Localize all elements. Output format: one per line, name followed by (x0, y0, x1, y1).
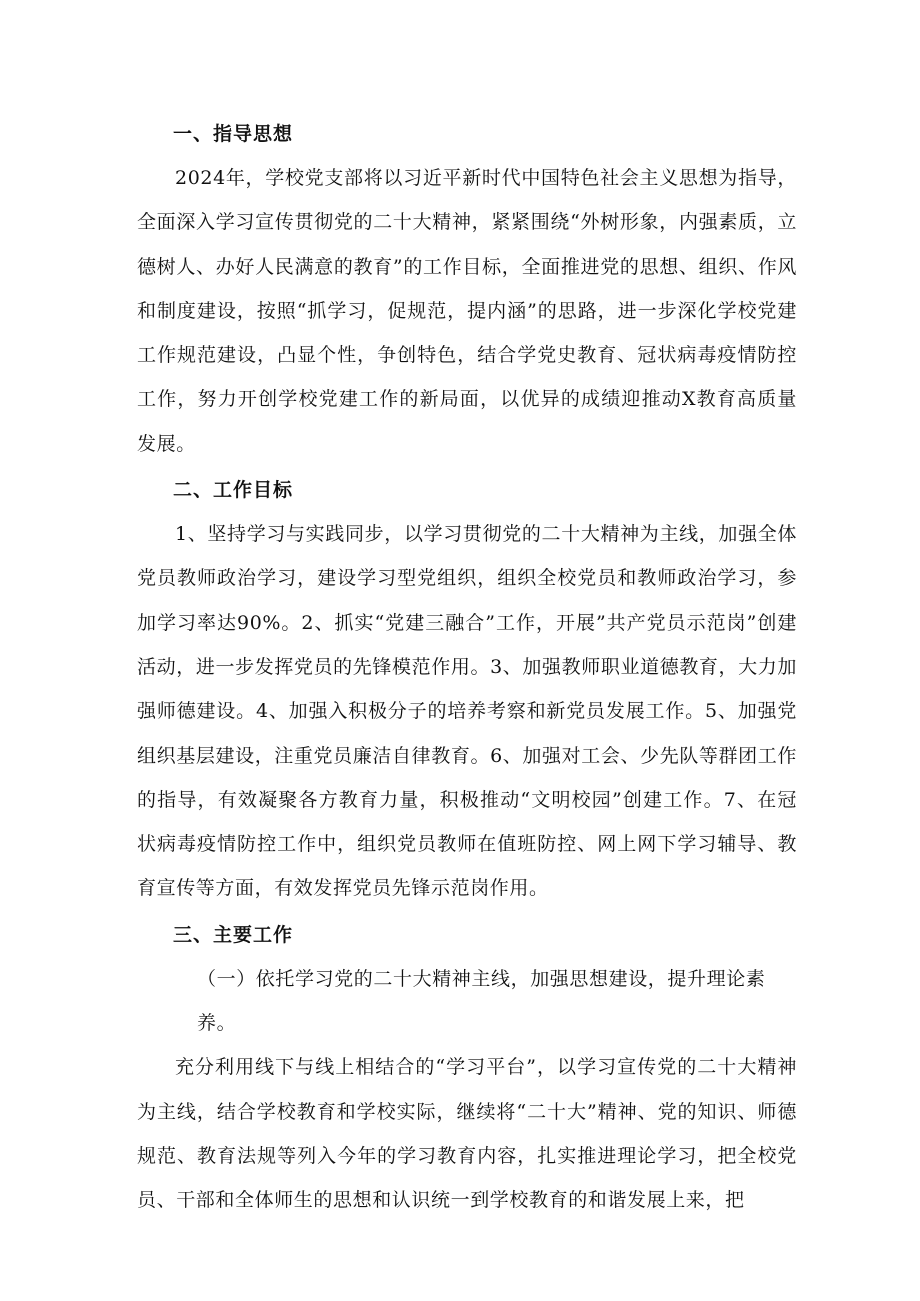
paragraph-main-work: 充分利用线下与线上相结合的“学习平台”，以学习宣传党的二十大精神为主线，结合学校教育和学校实际，继续将“二十大”精神、党的知识、师德规范、教育法规等列入今年的学习教育内容，扎实推进理论学习，把全校党员、干部和全体师生的思想和认识统一到学校教育的和谐发展上来，把 (137, 1056, 797, 1212)
subheading-theory-study: （一）依托学习党的二十大精神主线，加强思想建设，提升理论素养。 (197, 967, 766, 1035)
paragraph-guiding-ideology: 2024年，学校党支部将以习近平新时代中国特色社会主义思想为指导，全面深入学习宣传贯彻党的二十大精神，紧紧围绕“外树形象，内强素质，立德树人、办好人民满意的教育”的工作目标，全面推进党的思想、组织、作风和制度建设，按照“抓学习，促规范，提内涵”的思路，进一步深化学校党建工作规范建设，凸显个性，争创特色，结合学党史教育、冠状病毒疫情防控工作，努力开创学校党建工作的新局面，以优异的成绩迎推动X教育高质量发展。 (137, 167, 797, 455)
section-heading-main-work: 三、主要工作 (173, 923, 294, 946)
section-heading-guiding-ideology: 一、指导思想 (173, 123, 294, 145)
document-body (137, 112, 797, 1223)
section-heading-work-goals: 二、工作目标 (173, 479, 294, 502)
paragraph-work-goals: 1、坚持学习与实践同步，以学习贯彻党的二十大精神为主线，加强全体党员教师政治学习，建设学习型党组织，组织全校党员和教师政治学习，参加学习率达90%。2、抓实“党建三融合”工作，开展”共产党员示范岗”创建活动，进一步发挥党员的先锋模范作用。3、加强教师职业道德教育，大力加强师德建设。4、加强入积极分子的培养考察和新党员发展工作。5、加强党组织基层建设，注重党员廉洁自律教育。6、加强对工会、少先队等群团工作的指导，有效凝聚各方教育力量，积极推动“文明校园”创建工作。7、在冠状病毒疫情防控工作中，组织党员教师在值班防控、网上网下学习辅导、教育宣传等方面，有效发挥党员先锋示范岗作用。 (137, 523, 797, 900)
